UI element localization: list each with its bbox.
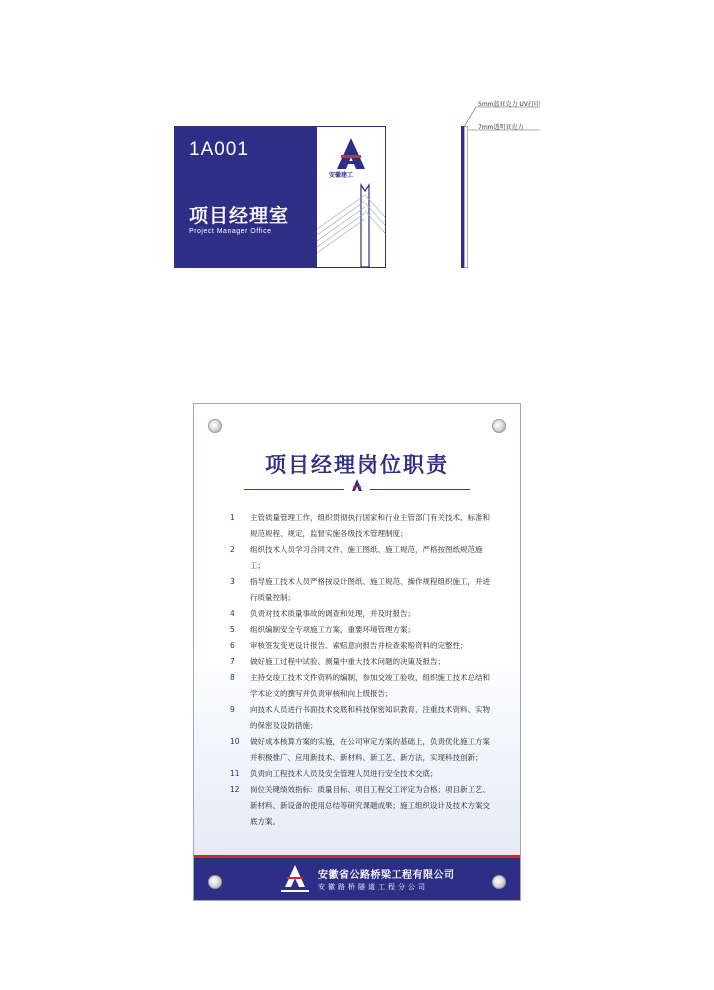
divider-line xyxy=(244,489,344,490)
duty-number: 7 xyxy=(230,657,235,666)
side-profile-diagram xyxy=(461,126,468,268)
room-number: 1A001 xyxy=(189,139,249,160)
duty-item xyxy=(230,734,490,766)
duty-list xyxy=(230,510,490,830)
duty-text: 做好成本核算方案的实施，在公司审定方案的基础上，负责优化施工方案并积极推广、应用新技术、新材料、新工艺、新方法，实现科技创新； xyxy=(250,737,490,762)
duty-number: 5 xyxy=(230,625,235,634)
duty-item xyxy=(230,638,490,654)
duty-text: 主管质量管理工作，组织贯彻执行国家和行业主管部门有关技术、标准和规范规程、规定，监督实施各级技术管理制度； xyxy=(250,513,490,538)
screw-icon xyxy=(208,875,222,889)
duty-number: 3 xyxy=(230,577,235,586)
duty-item xyxy=(230,606,490,622)
duty-text: 指导施工技术人员严格按设计图纸、施工规范、操作规程组织施工，并进行质量控制； xyxy=(250,577,490,602)
branch-name: 安徽路桥隧道工程分公司 xyxy=(318,883,428,891)
duty-item xyxy=(230,782,490,830)
duty-text: 主持交竣工技术文件资料的编制，参加交竣工验收，组织施工技术总结和学术论文的撰写并负责审核和向上级报告； xyxy=(250,673,490,698)
screw-icon xyxy=(208,419,222,433)
duty-item xyxy=(230,510,490,542)
duty-text: 向技术人员进行书面技术交底和科技保密知识教育，注重技术资料、实物的保密及设防措施； xyxy=(250,705,490,730)
duty-number: 2 xyxy=(230,545,235,554)
duty-number: 9 xyxy=(230,705,235,714)
duty-board xyxy=(193,403,521,901)
duty-text: 负责对技术质量事故的调查和处理，并及时报告； xyxy=(250,609,415,618)
duty-number: 4 xyxy=(230,609,235,618)
duty-number: 8 xyxy=(230,673,235,682)
logo-text: 安徽建工 xyxy=(329,172,354,179)
room-title: 项目经理室 xyxy=(189,205,290,227)
duty-item xyxy=(230,622,490,638)
duty-number: 10 xyxy=(230,737,240,746)
company-logo-icon xyxy=(278,863,312,895)
spec-label-bottom: 7mm透明亚克力 xyxy=(478,124,524,131)
duty-number: 6 xyxy=(230,641,235,650)
duty-item xyxy=(230,670,490,702)
duty-text: 岗位关键绩效指标：质量目标、项目工程交工评定为合格；项目新工艺、新材料、新设备的使用总结等研究课题成果；施工组织设计及技术方案交底方案。 xyxy=(250,785,490,826)
company-name: 安徽省公路桥梁工程有限公司 xyxy=(318,870,455,881)
duty-text: 组织编制安全专项施工方案，重要环境管理方案； xyxy=(250,625,415,634)
screw-icon xyxy=(492,419,506,433)
duty-item xyxy=(230,574,490,606)
door-sign xyxy=(174,126,386,268)
duty-item xyxy=(230,542,490,574)
duty-text: 审核签发变更设计报告、索赔意向报告并检查索赔资料的完整性； xyxy=(250,641,468,650)
bridge-graphic-icon xyxy=(317,177,385,267)
divider-logo-icon xyxy=(349,478,365,496)
duty-text: 组织技术人员学习合同文件、施工图纸、施工规范，严格按图纸规范施工； xyxy=(250,545,483,570)
room-subtitle: Project Manager Office xyxy=(189,228,272,235)
duty-item xyxy=(230,654,490,670)
spec-label-top: 5mm蓝亚克力 UV打印 xyxy=(478,101,540,108)
duty-text: 负责向工程技术人员及安全管理人员进行安全技术交底； xyxy=(250,769,438,778)
divider-line xyxy=(370,489,470,490)
board-title: 项目经理岗位职责 xyxy=(265,453,449,477)
duty-number: 11 xyxy=(230,769,240,778)
duty-item xyxy=(230,766,490,782)
screw-icon xyxy=(492,875,506,889)
duty-number: 1 xyxy=(230,513,235,522)
duty-number: 12 xyxy=(230,785,240,794)
duty-item xyxy=(230,702,490,734)
duty-text: 做好施工过程中试验、测量中重大技术问题的决策及报告； xyxy=(250,657,445,666)
